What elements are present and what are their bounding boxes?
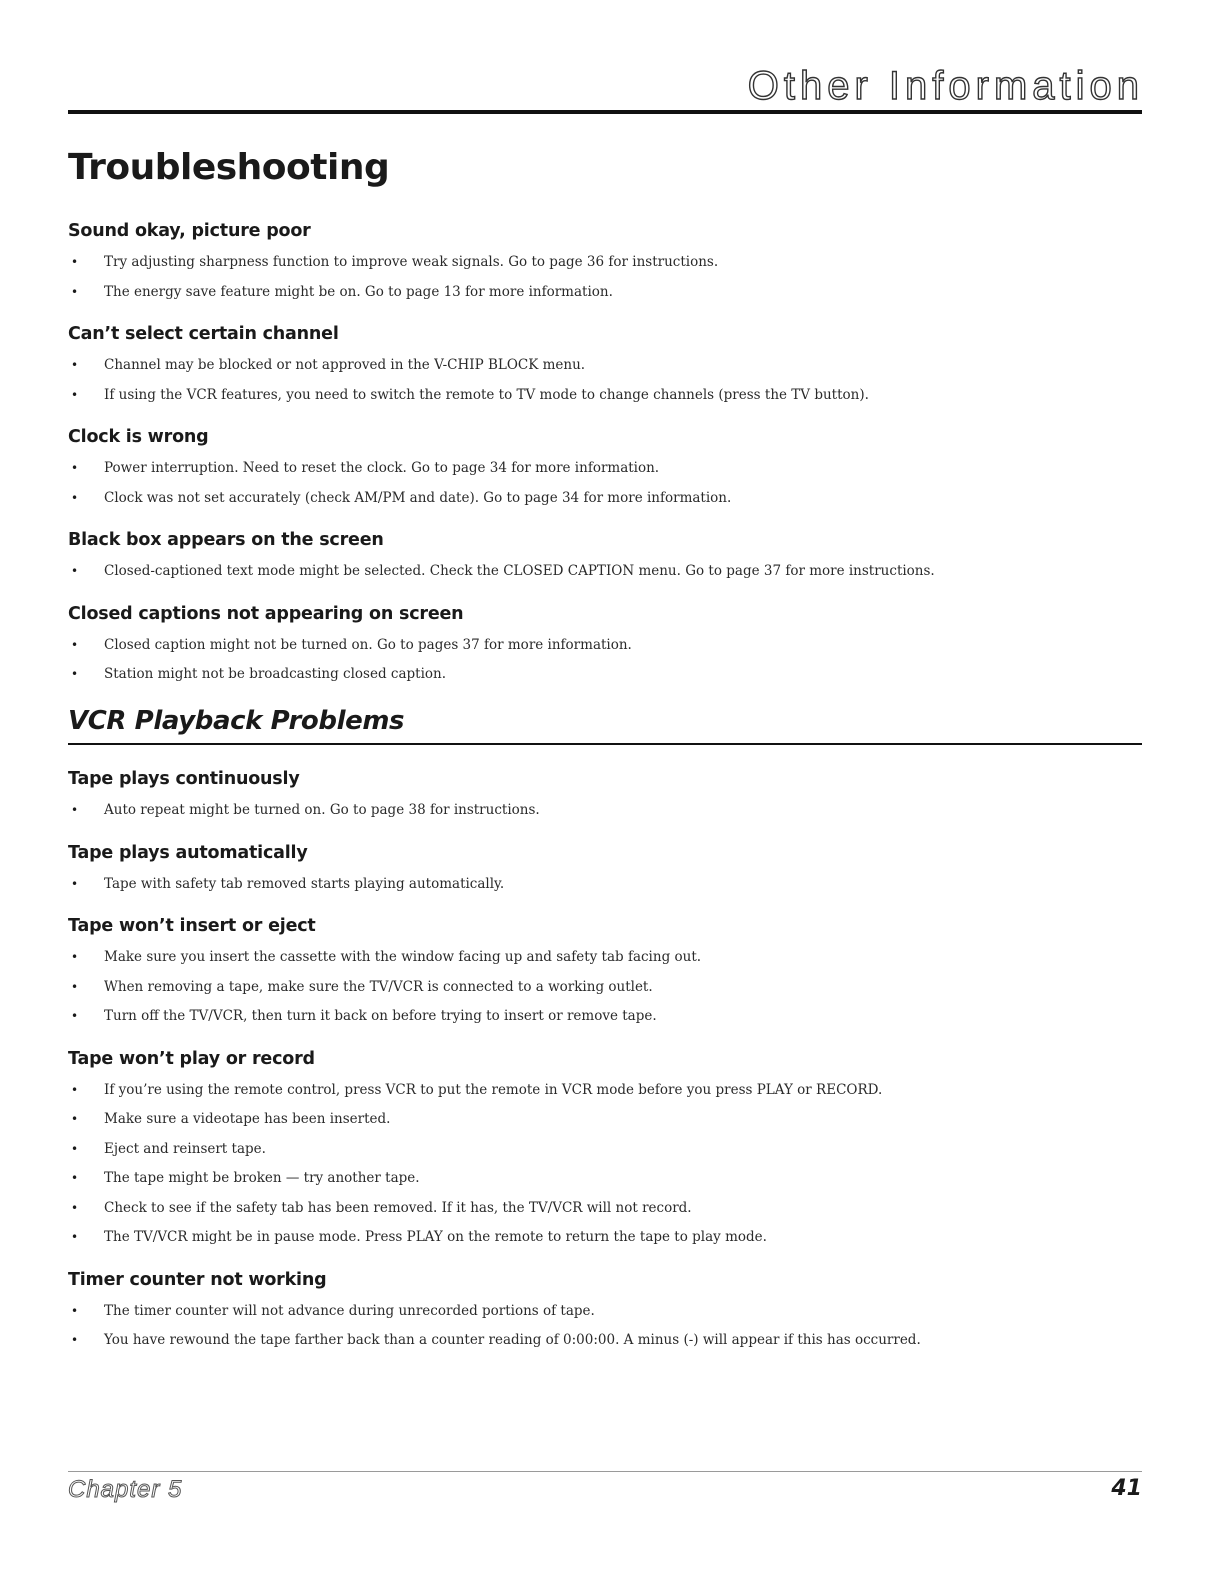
issue-block	[68, 424, 1142, 513]
issue-title: Tape plays automatically	[68, 842, 308, 863]
header-rule	[68, 110, 1142, 114]
bullet-item: • Closed-captioned text mode might be selected. Check the CLOSED CAPTION menu. Go to page 37 for more instructions.	[68, 557, 1142, 587]
issue-block	[68, 1046, 1142, 1253]
tv-troubleshooting-list	[68, 218, 1142, 704]
issue-title: Black box appears on the screen	[68, 530, 384, 550]
bullet-item: • Turn off the TV/VCR, then turn it back on before trying to insert or remove tape.	[68, 1002, 1142, 1032]
bullet-item: • Auto repeat might be turned on. Go to page 38 for instructions.	[68, 796, 1142, 826]
bullet-list	[68, 796, 1142, 826]
bullet-list	[68, 454, 1142, 513]
issue-block	[68, 913, 1142, 1032]
page-title: Troubleshooting	[68, 147, 390, 188]
bullet-item: • Closed caption might not be turned on. Go to pages 37 for more information.	[68, 631, 1142, 661]
issue-block	[68, 766, 1142, 826]
bullet-list	[68, 870, 1142, 900]
bullet-list	[68, 631, 1142, 690]
issue-block	[68, 601, 1142, 690]
bullet-list	[68, 943, 1142, 1032]
bullet-item: • Check to see if the safety tab has been removed. If it has, the TV/VCR will not record.	[68, 1194, 1142, 1224]
bullet-list	[68, 557, 1142, 587]
issue-title: Tape plays continuously	[68, 769, 300, 789]
issue-block	[68, 527, 1142, 587]
footer-chapter: Chapter 5	[68, 1476, 183, 1503]
bullet-list	[68, 1297, 1142, 1356]
issue-title: Closed captions not appearing on screen	[68, 603, 464, 624]
vcr-section-heading: VCR Playback Problems	[68, 706, 405, 736]
bullet-item: • Try adjusting sharpness function to improve weak signals. Go to page 36 for instructions.	[68, 248, 1142, 278]
footer-rule	[68, 1471, 1142, 1472]
bullet-item: • Make sure a videotape has been inserted.	[68, 1105, 1142, 1135]
issue-block	[68, 218, 1142, 307]
bullet-item: • You have rewound the tape farther back than a counter reading of 0:00:00. A minus (-) will appear if this has occurred.	[68, 1326, 1142, 1356]
header-title: Other Information	[747, 64, 1144, 108]
issue-title: Can’t select certain channel	[68, 324, 339, 344]
bullet-item: • The TV/VCR might be in pause mode. Press PLAY on the remote to return the tape to play mode.	[68, 1223, 1142, 1253]
vcr-section-rule	[68, 743, 1142, 745]
bullet-item: • Tape with safety tab removed starts playing automatically.	[68, 870, 1142, 900]
bullet-item: • Channel may be blocked or not approved in the V-CHIP BLOCK menu.	[68, 351, 1142, 381]
bullet-list	[68, 351, 1142, 410]
bullet-item: • If using the VCR features, you need to switch the remote to TV mode to change channels (press the TV button).	[68, 381, 1142, 411]
issue-title: Tape won’t play or record	[68, 1048, 315, 1069]
issue-block	[68, 321, 1142, 410]
bullet-item: • Eject and reinsert tape.	[68, 1135, 1142, 1165]
bullet-list	[68, 248, 1142, 307]
bullet-item: • When removing a tape, make sure the TV/VCR is connected to a working outlet.	[68, 973, 1142, 1003]
page-number: 41	[1111, 1476, 1142, 1501]
issue-title: Clock is wrong	[68, 427, 209, 447]
vcr-troubleshooting-list	[68, 766, 1142, 1370]
bullet-item: • Power interruption. Need to reset the clock. Go to page 34 for more information.	[68, 454, 1142, 484]
bullet-list	[68, 1076, 1142, 1253]
bullet-item: • The timer counter will not advance during unrecorded portions of tape.	[68, 1297, 1142, 1327]
bullet-item: • The tape might be broken — try another tape.	[68, 1164, 1142, 1194]
bullet-item: • Station might not be broadcasting closed caption.	[68, 660, 1142, 690]
issue-block	[68, 840, 1142, 900]
bullet-item: • Make sure you insert the cassette with the window facing up and safety tab facing out.	[68, 943, 1142, 973]
bullet-item: • The energy save feature might be on. Go to page 13 for more information.	[68, 278, 1142, 308]
issue-title: Sound okay, picture poor	[68, 221, 311, 241]
bullet-item: • Clock was not set accurately (check AM/PM and date). Go to page 34 for more information.	[68, 484, 1142, 514]
issue-title: Tape won’t insert or eject	[68, 916, 316, 936]
bullet-item: • If you’re using the remote control, press VCR to put the remote in VCR mode before you press PLAY or RECORD.	[68, 1076, 1142, 1106]
issue-title: Timer counter not working	[68, 1269, 327, 1290]
issue-block	[68, 1267, 1142, 1356]
